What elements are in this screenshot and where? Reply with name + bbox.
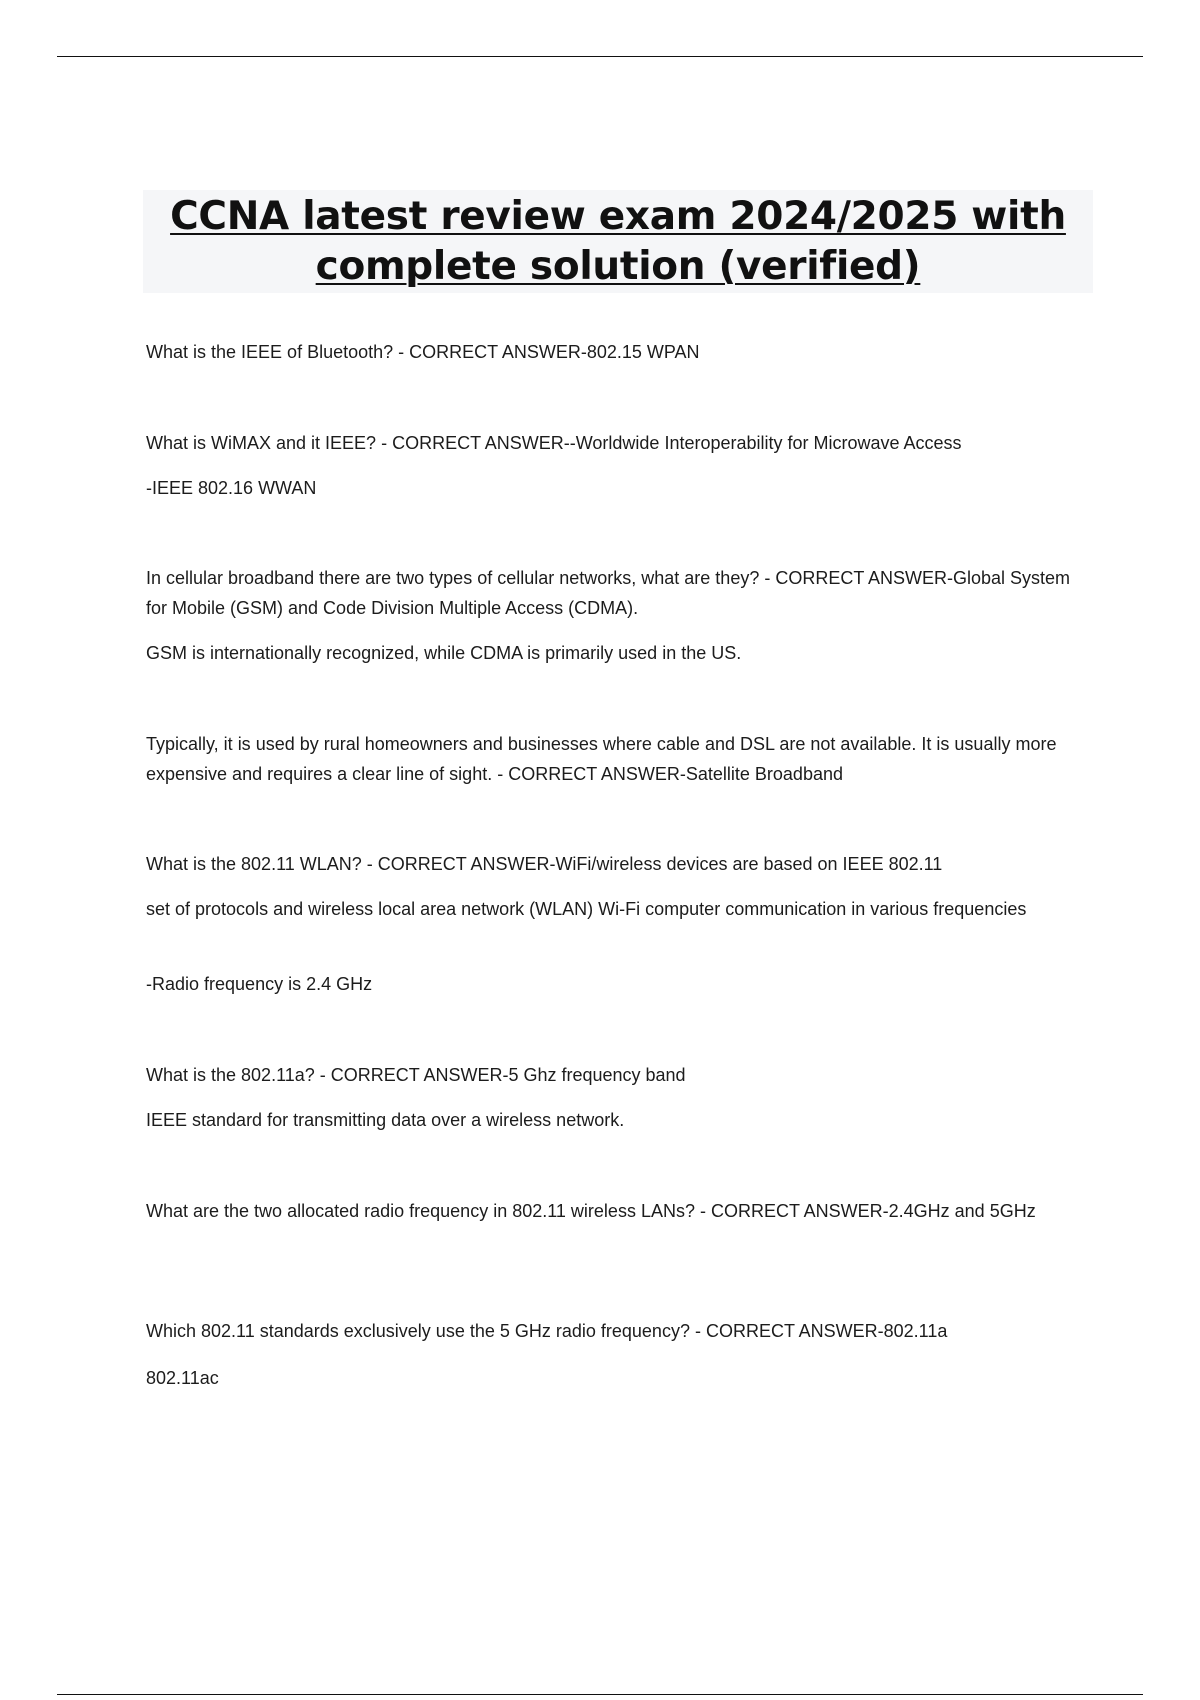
paragraph-5ghz-standards: Which 802.11 standards exclusively use the 5 GHz radio frequency? - CORRECT ANSWER-802.11a — [146, 1321, 948, 1341]
paragraph-ieee-standard: IEEE standard for transmitting data over a wireless network. — [146, 1110, 625, 1130]
paragraph-80211ac: 802.11ac — [146, 1368, 219, 1388]
bottom-rule — [57, 1694, 1143, 1695]
paragraph-wimax-ieee: -IEEE 802.16 WWAN — [146, 478, 317, 498]
paragraph-wlan-protocols: set of protocols and wireless local area network (WLAN) Wi-Fi computer communication in various frequencies — [146, 899, 1027, 919]
paragraph-cellular-types: In cellular broadband there are two types of cellular networks, what are they? - CORRECT ANSWER-Global System for Mobile (GSM) and Code Division Multiple Access (CDMA). — [146, 568, 1071, 618]
paragraph-80211a: What is the 802.11a? - CORRECT ANSWER-5 Ghz frequency band — [146, 1065, 686, 1085]
paragraph-allocated-frequencies: What are the two allocated radio frequency in 802.11 wireless LANs? - CORRECT ANSWER-2.4GHz and 5GHz — [146, 1201, 1036, 1221]
paragraph-wimax-question: What is WiMAX and it IEEE? - CORRECT ANSWER--Worldwide Interoperability for Microwave Access — [146, 433, 962, 453]
paragraph-radio-frequency: -Radio frequency is 2.4 GHz — [146, 974, 373, 994]
title-banner — [143, 190, 1093, 293]
document-title-line-1: CCNA latest review exam 2024/2025 with — [170, 193, 1066, 239]
document-title-line-2: complete solution (verified) — [315, 243, 921, 289]
document-title — [170, 192, 1066, 292]
paragraph-satellite: Typically, it is used by rural homeowners and businesses where cable and DSL are not available. It is usually more expensive and requires a clear line of sight. - CORRECT ANSWER-Satellite Broadband — [146, 734, 1057, 784]
paragraph-bluetooth-ieee: What is the IEEE of Bluetooth? - CORRECT ANSWER-802.15 WPAN — [146, 342, 700, 362]
paragraph-80211-wlan: What is the 802.11 WLAN? - CORRECT ANSWER-WiFi/wireless devices are based on IEEE 802.11 — [146, 854, 943, 874]
top-rule — [57, 56, 1143, 57]
paragraph-gsm-cdma: GSM is internationally recognized, while CDMA is primarily used in the US. — [146, 643, 742, 663]
